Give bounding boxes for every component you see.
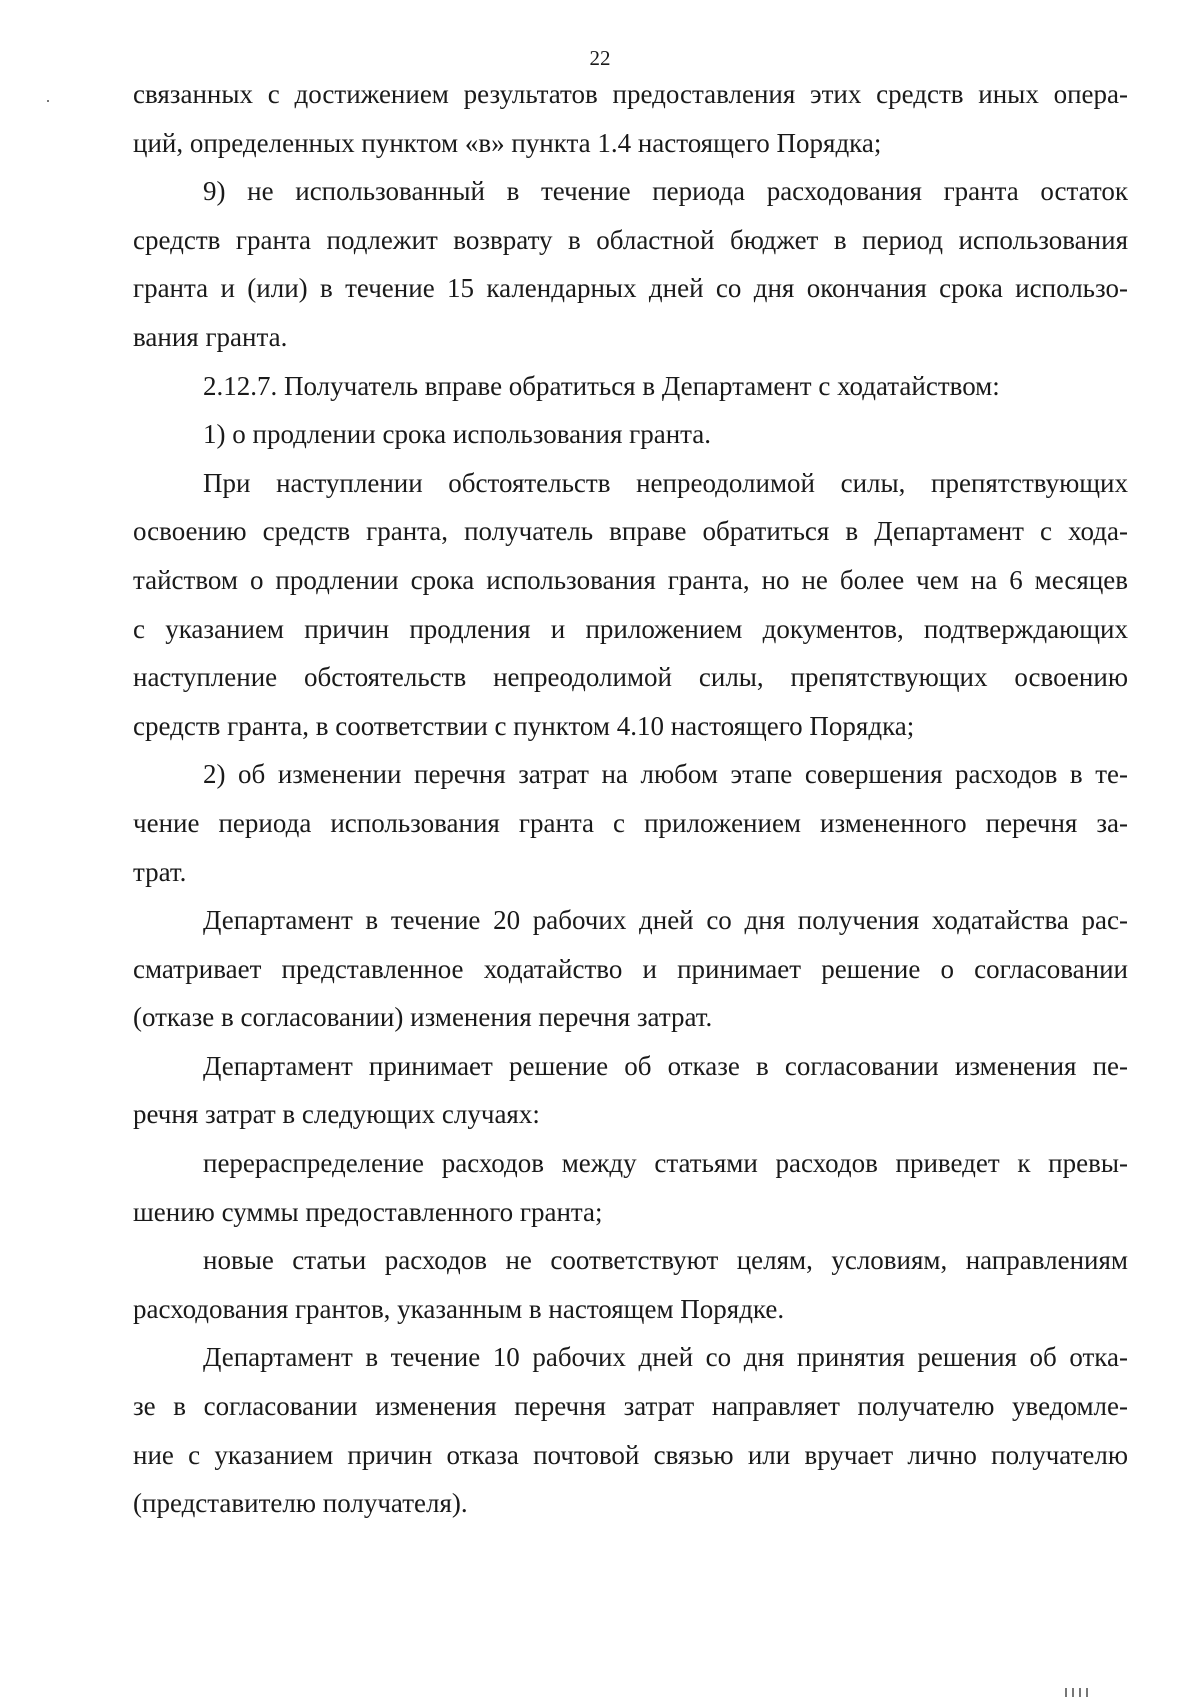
text-line: освоению средств гранта, получатель вправе обратиться в Департамент с хода- [133,516,1128,547]
text-line: 9) не использованный в течение периода расходования гранта остаток [203,176,1128,207]
text-line: средств гранта, в соответствии с пунктом 4.10 настоящего Порядка; [133,710,915,741]
text-line: 1) о продлении срока использования гранта. [203,419,712,450]
text-line: новые статьи расходов не соответствуют целям, условиям, направлениям [203,1245,1128,1276]
text-line: зе в согласовании изменения перечня затрат направляет получателю уведомле- [133,1391,1128,1422]
text-line: расходования грантов, указанным в настоящем Порядке. [133,1293,785,1324]
text-line: При наступлении обстоятельств непреодолимой силы, препятствующих [203,467,1128,498]
scan-mark-bottom-right [1079,1688,1081,1697]
text-line: тайством о продлении срока использования гранта, но не более чем на 6 месяцев [133,564,1128,595]
text-line: речня затрат в следующих случаях: [133,1099,540,1130]
text-line: 2) об изменении перечня затрат на любом этапе совершения расходов в те- [203,759,1128,790]
text-line: Департамент в течение 10 рабочих дней со дня принятия решения об отка- [203,1342,1128,1373]
document-body [133,70,1128,1528]
text-line: Департамент принимает решение об отказе в согласовании изменения пе- [203,1050,1128,1081]
text-line: ций, определенных пунктом «в» пункта 1.4 настоящего Порядка; [133,127,882,158]
scan-mark-bottom-right [1086,1688,1088,1697]
text-line: связанных с достижением результатов предоставления этих средств иных опера- [133,79,1128,109]
text-line: ние с указанием причин отказа почтовой связью или вручает лично получателю [133,1439,1128,1470]
text-line: средств гранта подлежит возврату в областной бюджет в период использования [133,224,1128,255]
scan-dot [47,100,49,102]
scan-mark-bottom-right [1072,1688,1074,1697]
text-line: вания гранта. [133,321,288,352]
text-line: Департамент в течение 20 рабочих дней со дня получения ходатайства рас- [203,905,1128,936]
text-line: с указанием причин продления и приложением документов, подтверждающих [133,613,1128,644]
text-line: (представителю получателя). [133,1488,468,1519]
text-line: (отказе в согласовании) изменения перечня затрат. [133,1002,713,1033]
text-line: 2.12.7. Получатель вправе обратиться в Департамент с ходатайством: [203,370,1000,401]
text-line: трат. [133,856,187,887]
text-line: перераспределение расходов между статьями расходов приведет к превы- [203,1148,1128,1179]
text-line: гранта и (или) в течение 15 календарных дней со дня окончания срока использо- [133,273,1128,304]
text-line: сматривает представленное ходатайство и принимает решение о согласовании [133,953,1128,984]
text-line: чение периода использования гранта с приложением измененного перечня за- [133,807,1128,838]
text-line: наступление обстоятельств непреодолимой силы, препятствующих освоению [133,662,1128,693]
page-number: 22 [589,46,611,70]
scan-mark-bottom-right [1065,1688,1067,1697]
text-line: шению суммы предоставленного гранта; [133,1196,603,1227]
